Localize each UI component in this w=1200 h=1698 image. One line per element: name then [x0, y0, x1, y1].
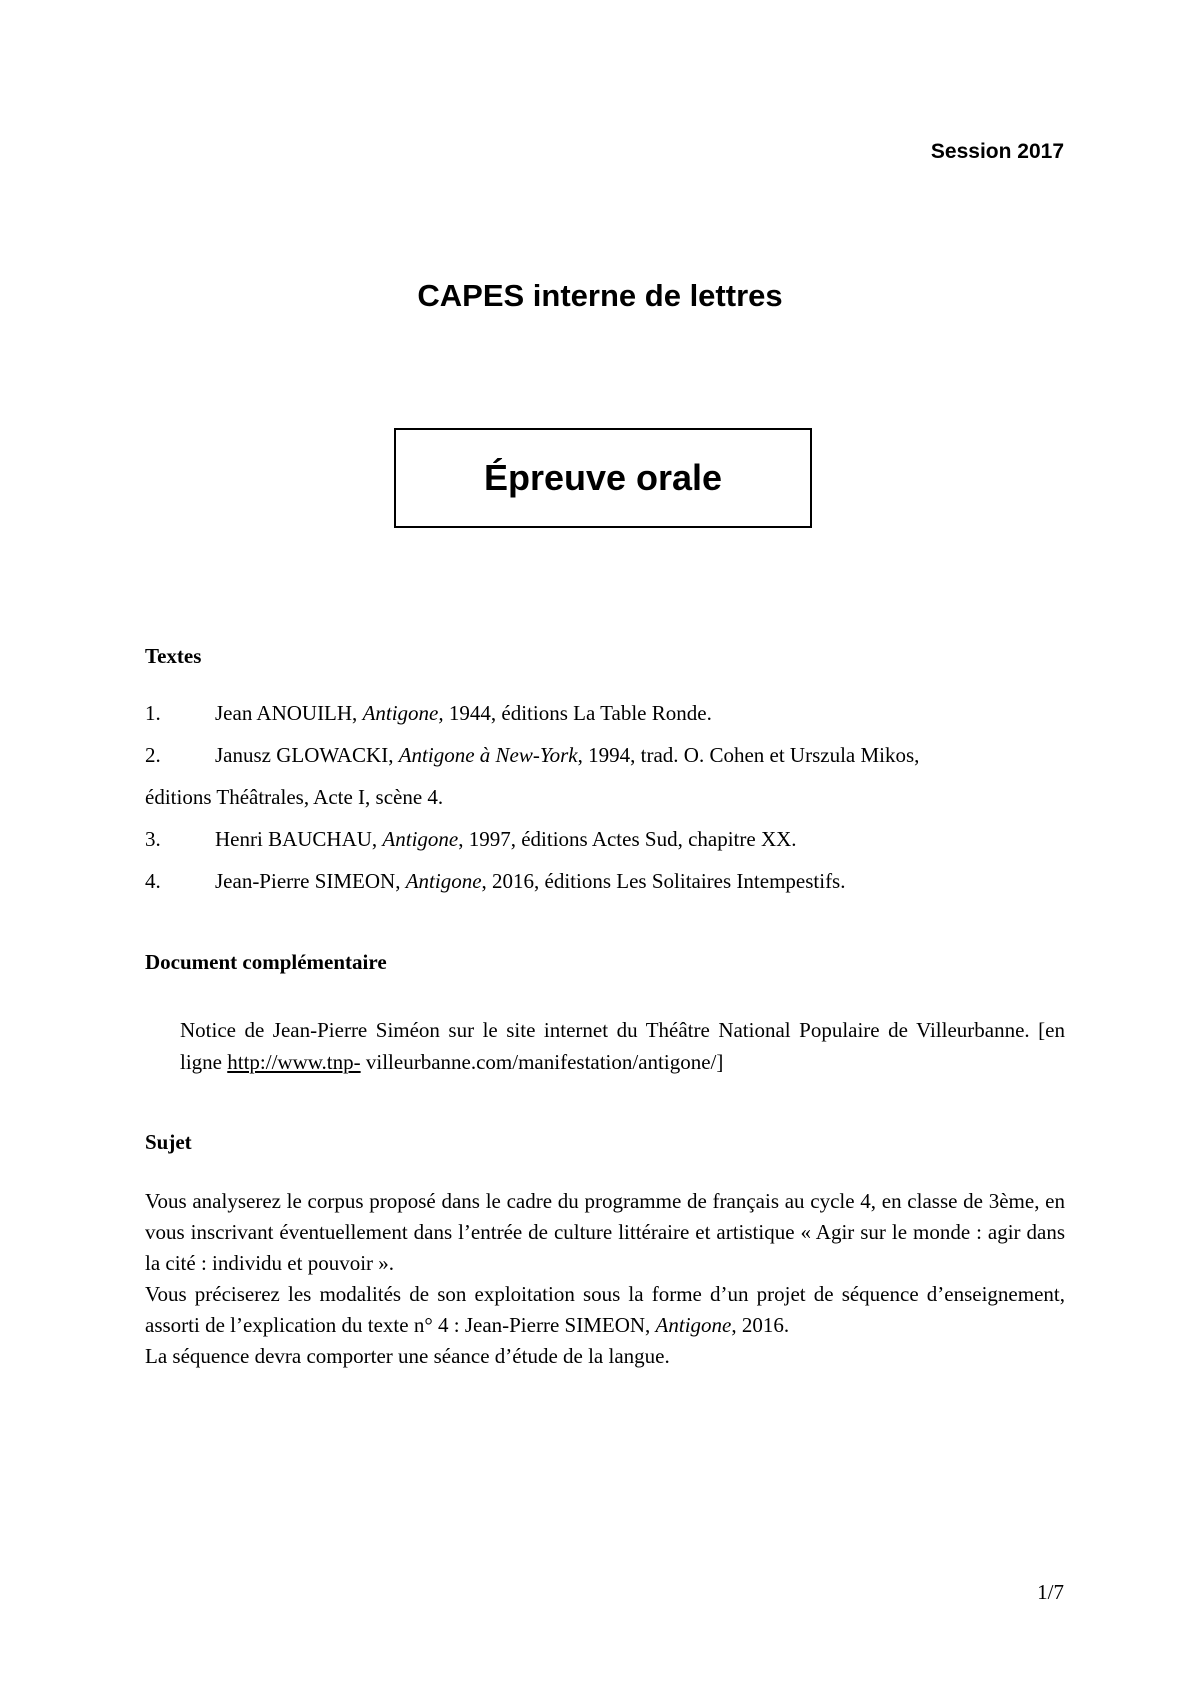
item-details: , 2016, éditions Les Solitaires Intempestifs.: [481, 869, 846, 893]
sujet-text: Vous préciserez les modalités de son exploitation sous la forme d’un projet de séquence d’enseignement, assorti de l’explication du texte n° 4 : Jean-Pierre SIMEON,: [145, 1282, 1065, 1337]
item-number: 4.: [145, 869, 161, 893]
exam-title-box: [394, 428, 812, 528]
sujet-body: [145, 1186, 1065, 1372]
list-item: [145, 742, 1065, 810]
item-details: , 1994, trad. O. Cohen et Urszula Mikos,: [577, 743, 920, 767]
list-item: [145, 868, 1065, 894]
notice-link[interactable]: http://www.tnp-: [227, 1050, 361, 1074]
item-author: Henri BAUCHAU,: [215, 827, 383, 851]
item-details: 1944, éditions La Table Ronde.: [443, 701, 712, 725]
session-label: Session 2017: [930, 140, 1064, 163]
document-heading: Document complémentaire: [145, 950, 387, 974]
document-notice: [180, 1014, 1065, 1078]
sujet-paragraph: [145, 1279, 1065, 1341]
sujet-paragraph: La séquence devra comporter une séance d’étude de la langue.: [145, 1344, 670, 1368]
item-number: 2.: [145, 743, 161, 767]
list-item: [145, 826, 1065, 852]
list-item: [145, 700, 1065, 726]
page-number: 1/7: [1037, 1580, 1064, 1604]
sujet-work: Antigone: [655, 1313, 732, 1337]
item-author: Jean ANOUILH,: [215, 701, 363, 725]
item-author: Jean-Pierre SIMEON,: [215, 869, 406, 893]
item-number: 3.: [145, 827, 161, 851]
notice-text-end: villeurbanne.com/manifestation/antigone/]: [360, 1050, 724, 1074]
item-work: Antigone à New-York: [398, 743, 578, 767]
item-number: 1.: [145, 701, 161, 725]
item-work: Antigone: [382, 827, 459, 851]
sujet-heading: Sujet: [145, 1130, 192, 1154]
page-title: CAPES interne de lettres: [417, 278, 783, 313]
item-work: Antigone: [405, 869, 482, 893]
sujet-paragraph: Vous analyserez le corpus proposé dans le cadre du programme de français au cycle 4, en classe de 3ème, en vous inscrivant éventuellement dans l’entrée de culture littéraire et artistique « Agir sur le monde : agir dans la cité : individu et pouvoir ».: [145, 1189, 1065, 1275]
item-details: , 1997, éditions Actes Sud, chapitre XX.: [458, 827, 797, 851]
sujet-text-end: , 2016.: [731, 1313, 790, 1337]
item-author: Janusz GLOWACKI,: [215, 743, 399, 767]
textes-heading: Textes: [145, 644, 202, 668]
exam-title: Épreuve orale: [483, 457, 723, 498]
notice-text: Notice de Jean-Pierre Siméon sur le site internet du Théâtre National Populaire de Villeurbanne. [en ligne: [180, 1018, 1065, 1074]
item-continuation: éditions Théâtrales, Acte I, scène 4.: [145, 785, 444, 809]
item-work: Antigone,: [362, 701, 444, 725]
